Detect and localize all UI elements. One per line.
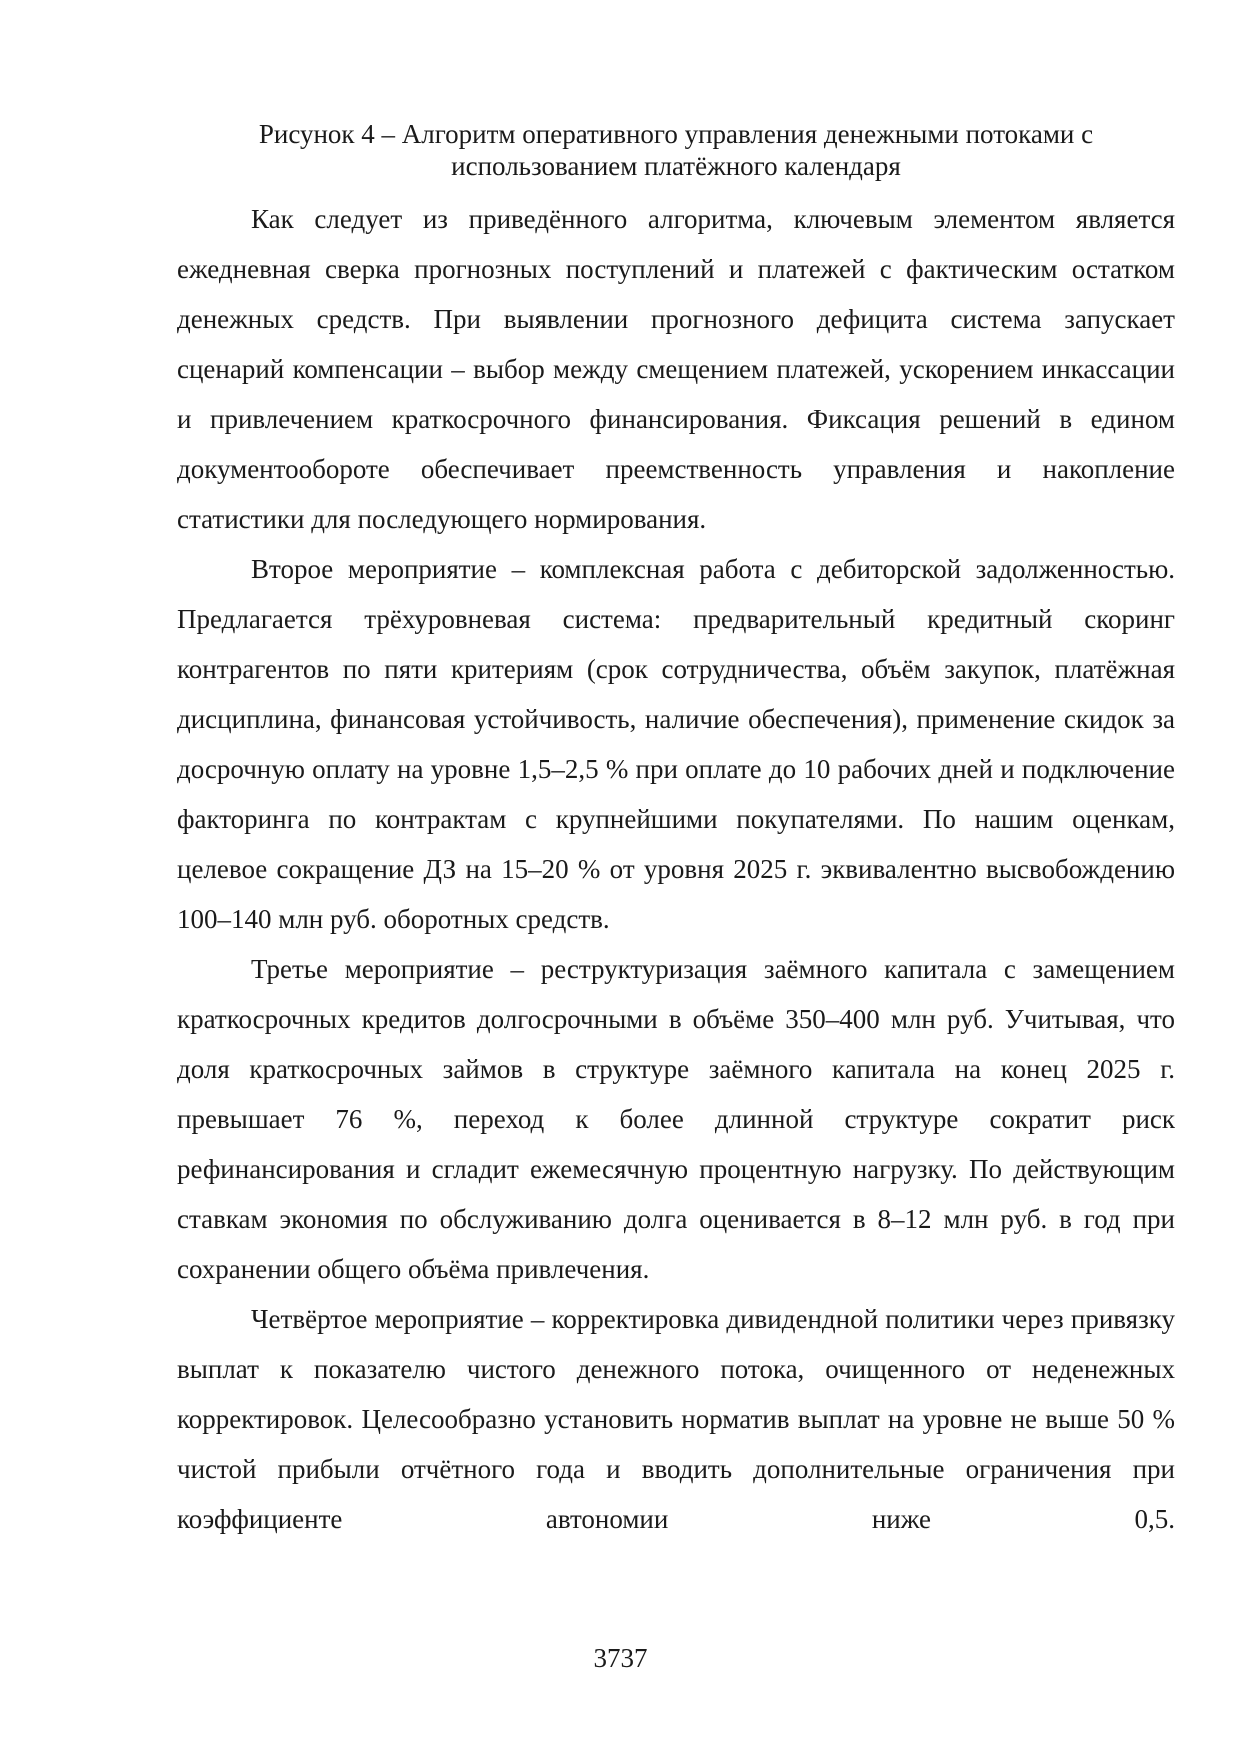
figure-caption-line-2: использованием платёжного календаря bbox=[451, 151, 901, 181]
paragraph-algorithm-summary: Как следует из приведённого алгоритма, ключевым элементом является ежедневная сверка прогнозных поступлений и платежей с фактическим остатком денежных средств. При выявлении прогнозного дефицита система запускает сценарий компенсации – выбор между смещением платежей, ускорением инкассации и привлечением краткосрочного финансирования. Фиксация решений в едином документообороте обеспечивает преемственность управления и накопление статистики для последующего нормирования. bbox=[177, 204, 1175, 534]
page-number: 3737 bbox=[593, 1643, 648, 1673]
paragraph-debt-restructuring: Третье мероприятие – реструктуризация заёмного капитала с замещением краткосрочных кредитов долгосрочными в объёме 350–400 млн руб. Учитывая, что доля краткосрочных займов в структуре заёмного капитала на конец 2025 г. превышает 76 %, переход к более длинной структуре сократит риск рефинансирования и сгладит ежемесячную процентную нагрузку. По действующим ставкам экономия по обслуживанию долга оценивается в 8–12 млн руб. в год при сохранении общего объёма привлечения. bbox=[177, 954, 1175, 1284]
paragraph-receivables: Второе мероприятие – комплексная работа с дебиторской задолженностью. Предлагается трёхуровневая система: предварительный кредитный скоринг контрагентов по пяти критериям (срок сотрудничества, объём закупок, платёжная дисциплина, финансовая устойчивость, наличие обеспечения), применение скидок за досрочную оплату на уровне 1,5–2,5 % при оплате до 10 рабочих дней и подключение факторинга по контрактам с крупнейшими покупателями. По нашим оценкам, целевое сокращение ДЗ на 15–20 % от уровня 2025 г. эквивалентно высвобождению 100–140 млн руб. оборотных средств. bbox=[177, 554, 1175, 934]
body-text bbox=[177, 194, 1175, 1544]
paragraph-dividend-policy: Четвёртое мероприятие – корректировка дивидендной политики через привязку выплат к показателю чистого денежного потока, очищенного от неденежных корректировок. Целесообразно установить норматив выплат на уровне не выше 50 % чистой прибыли отчётного года и вводить дополнительные ограничения при коэффициенте автономии ниже 0,5. bbox=[177, 1304, 1175, 1534]
figure-caption bbox=[177, 118, 1175, 182]
figure-caption-line-1: Рисунок 4 – Алгоритм оперативного управления денежными потоками с bbox=[258, 119, 1094, 149]
